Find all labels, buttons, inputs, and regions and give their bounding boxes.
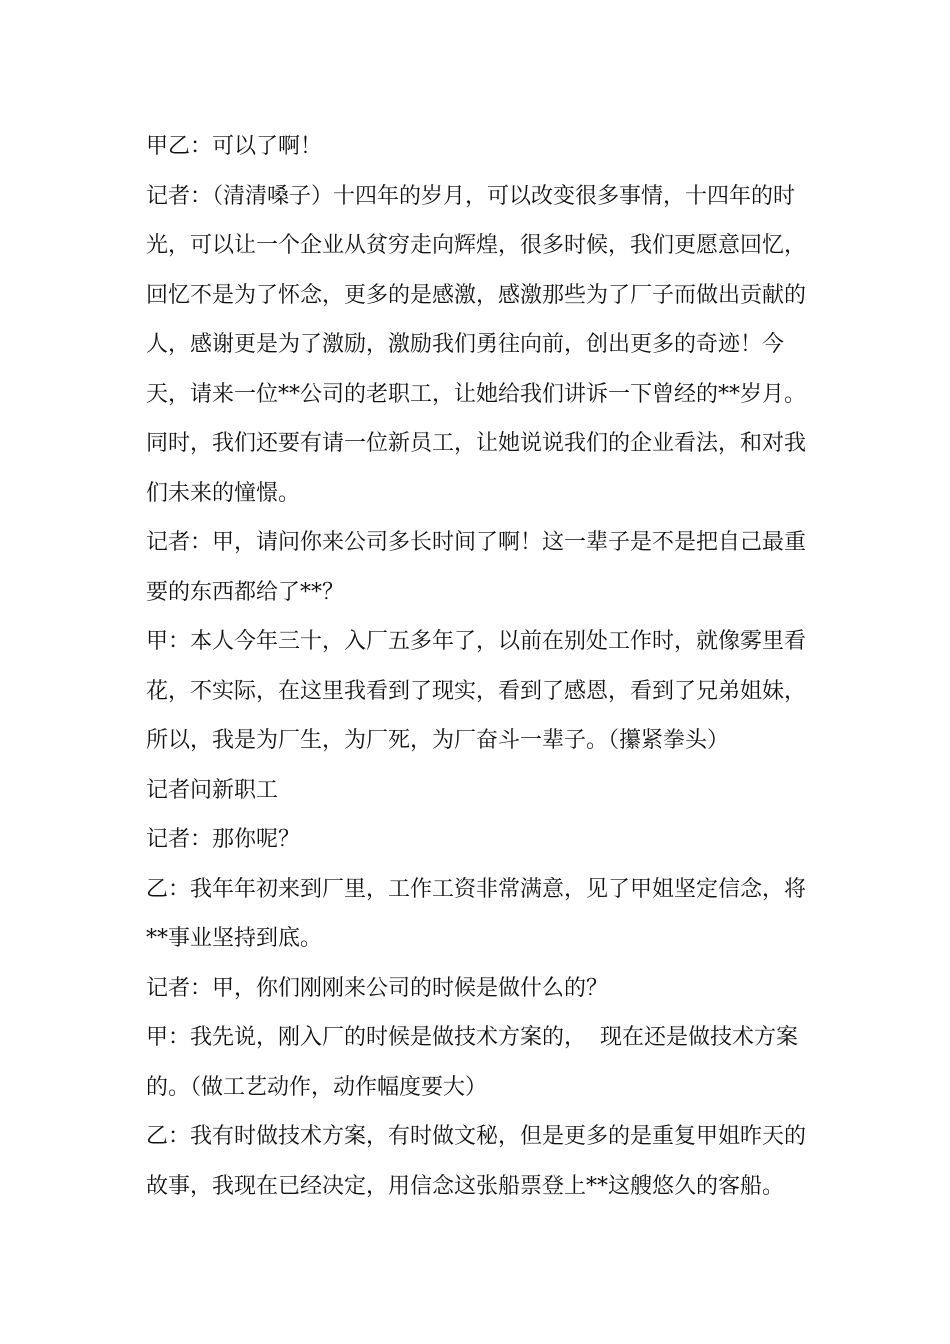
paragraph-jia-answer-1: 甲：本人今年三十，入厂五多年了，以前在别处工作时，就像雾里看花，不实际，在这里我看到了现实，看到了感恩，看到了兄弟姐妹，所以，我是为厂生，为厂死，为厂奋斗一辈子。（攥紧拳头） [146,629,807,753]
paragraph-reporter-question-2: 记者：那你呢？ [146,827,301,852]
paragraph-reporter-intro: 记者：（清清嗓子）十四年的岁月，可以改变很多事情，十四年的时光，可以让一个企业从贫穷走向辉煌，很多时候，我们更愿意回忆，回忆不是为了怀念，更多的是感激，感激那些为了厂子而做出贡献的人，感谢更是为了激励，激励我们勇往向前，创出更多的奇迹！今天，请来一位**公司的老职工，让她给我们讲诉一下曾经的**岁月。同时，我们还要有请一位新员工，让她说说我们的企业看法，和对我们未来的憧憬。 [146,183,807,506]
paragraph-reporter-question-1: 记者：甲，请问你来公司多长时间了啊！这一辈子是不是把自己最重要的东西都给了**？ [146,530,807,605]
paragraph-greeting: 甲乙：可以了啊！ [146,134,323,159]
paragraph-jia-answer-2: 甲：我先说，刚入厂的时候是做技术方案的， 现在还是做技术方案的。（做工艺动作，动作幅度要大） [146,1025,798,1100]
paragraph-yi-answer-1: 乙：我年年初来到厂里，工作工资非常满意，见了甲姐坚定信念，将**事业坚持到底。 [146,876,807,951]
paragraph-yi-answer-2: 乙：我有时做技术方案，有时做文秘，但是更多的是重复甲姐昨天的故事，我现在已经决定，用信念这张船票登上**这艘悠久的客船。 [146,1124,807,1199]
document-body [146,122,806,1211]
paragraph-reporter-question-3: 记者：甲，你们刚刚来公司的时候是做什么的？ [146,975,609,1001]
paragraph-stage-direction: 记者问新职工 [146,777,279,803]
